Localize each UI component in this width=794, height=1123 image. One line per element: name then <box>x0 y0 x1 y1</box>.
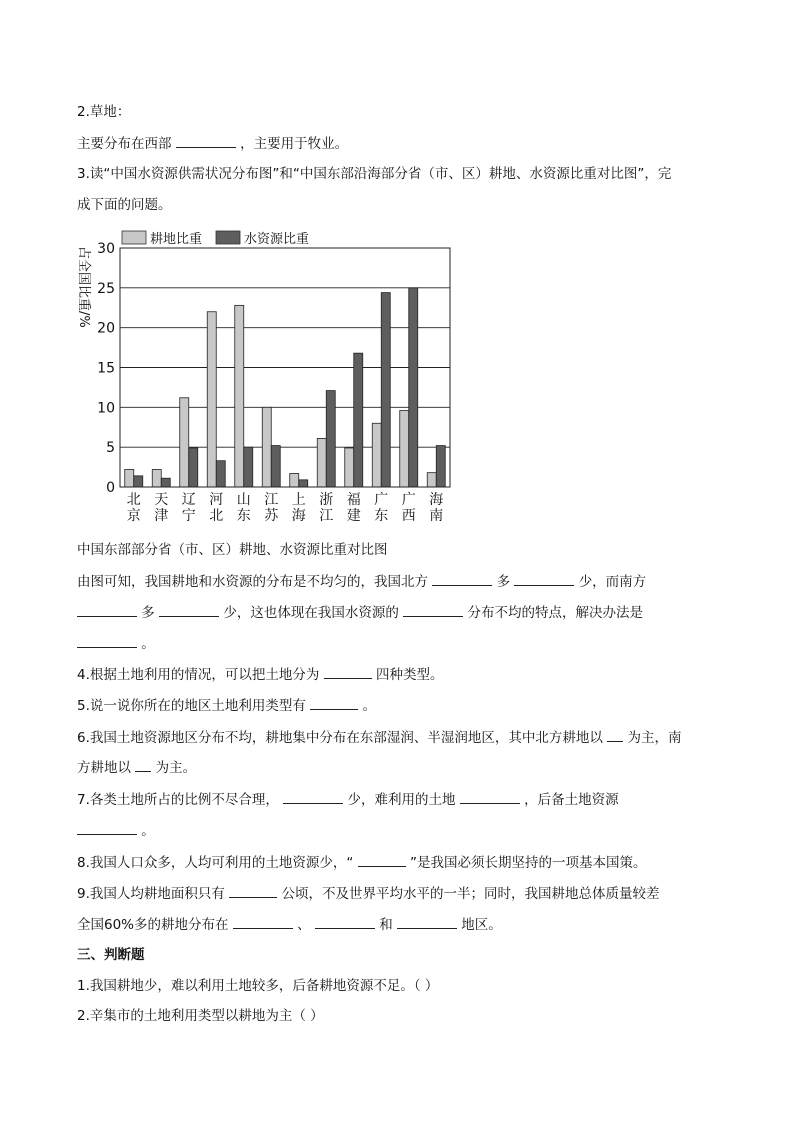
q6-line2 <box>77 757 196 777</box>
q9-text-b: 公顷，不及世界平均水平的一半；同时，我国耕地总体质量较差 <box>281 886 660 902</box>
q3-blank-4[interactable] <box>159 602 219 617</box>
q4-text-before: 4.根据土地利用的情况，可以把土地分为 <box>77 667 320 683</box>
q3-p3-text: 。 <box>141 636 155 652</box>
x-tick-label: 浙 <box>319 492 334 508</box>
q9-blank-1[interactable] <box>229 883 277 898</box>
q7-blank-3[interactable] <box>77 820 137 835</box>
legend-label-farmland: 耕地比重 <box>150 232 203 247</box>
q9-blank-4[interactable] <box>397 914 457 929</box>
bar-farmland-7 <box>317 438 326 487</box>
q7-blank-2[interactable] <box>460 789 520 804</box>
bar-water-8 <box>354 353 363 487</box>
q7-blank-1[interactable] <box>283 789 343 804</box>
bar-farmland-6 <box>290 473 299 487</box>
judgement-item-1: 1.我国耕地少，难以利用土地较多，后备耕地资源不足。（ ） <box>77 978 439 994</box>
bar-farmland-4 <box>235 305 244 487</box>
q7-text-a: 7.各类土地所占的比例不尽合理， <box>77 792 279 808</box>
x-tick-label: 上 <box>291 492 306 508</box>
x-tick-label: 海 <box>429 492 444 508</box>
q3-p1-text-c: 少，而南方 <box>578 574 647 590</box>
q8-line <box>77 852 646 872</box>
q3-blank-5[interactable] <box>403 602 463 617</box>
bar-farmland-11 <box>427 473 436 487</box>
q3-blank-3[interactable] <box>77 602 137 617</box>
x-tick-label: 苏 <box>264 508 279 524</box>
bar-water-4 <box>244 447 253 487</box>
y-tick-label: 15 <box>97 360 115 377</box>
q7-text-d: 。 <box>141 823 155 839</box>
q3-p2-text-c: 分布不均的特点，解决办法是 <box>467 605 643 621</box>
x-tick-label: 江 <box>319 508 334 524</box>
legend-swatch-water <box>216 231 240 244</box>
q7-text-b: 少，难利用的土地 <box>347 792 456 808</box>
q3-paragraph-line2 <box>77 602 643 622</box>
bar-water-7 <box>326 391 335 487</box>
q9-blank-3[interactable] <box>315 914 375 929</box>
q4-text-after: 四种类型。 <box>375 667 444 683</box>
chart-caption: 中国东部部分省（市、区）耕地、水资源比重对比图 <box>77 542 388 558</box>
y-tick-label: 30 <box>97 241 115 257</box>
section-3-heading: 三、判断题 <box>77 947 145 963</box>
q6-blank-1[interactable] <box>607 727 623 742</box>
q9-text-a: 9.我国人均耕地面积只有 <box>77 886 225 902</box>
y-tick-label: 5 <box>106 440 115 457</box>
bar-water-5 <box>271 446 280 487</box>
y-tick-label: 20 <box>97 320 115 337</box>
legend <box>122 231 309 247</box>
x-tick-label: 津 <box>154 508 169 524</box>
bar-farmland-2 <box>180 398 189 487</box>
y-tick-label: 10 <box>97 400 115 417</box>
q9-text-c: 全国60%多的耕地分布在 <box>77 917 229 933</box>
x-tick-label: 海 <box>291 508 306 524</box>
q9-text-d: 、 <box>297 917 311 933</box>
q6-text-b: 为主，南 <box>627 730 682 746</box>
q5-line <box>77 695 376 715</box>
bar-water-1 <box>161 478 170 487</box>
q9-text-e: 和 <box>379 917 393 933</box>
q6-line1 <box>77 727 681 747</box>
x-tick-label: 山 <box>236 492 251 508</box>
q3-line2: 成下面的问题。 <box>77 197 172 213</box>
x-tick-label: 建 <box>346 508 361 524</box>
bar-water-3 <box>216 461 225 487</box>
q2-text-after: ，主要用于牧业。 <box>240 136 349 152</box>
q3-blank-1[interactable] <box>432 571 492 586</box>
bar-farmland-1 <box>152 469 161 487</box>
x-tick-label: 辽 <box>181 492 196 508</box>
x-tick-label: 天 <box>154 492 169 508</box>
x-tick-label: 东 <box>236 508 251 524</box>
q9-text-f: 地区。 <box>461 917 502 933</box>
bar-chart <box>70 226 460 526</box>
x-tick-label: 江 <box>264 492 279 508</box>
x-tick-label: 北 <box>209 508 224 524</box>
q7-text-c: ，后备土地资源 <box>524 792 619 808</box>
bar-farmland-0 <box>125 469 134 487</box>
bar-water-2 <box>189 448 198 487</box>
bar-water-10 <box>409 288 418 487</box>
legend-label-water: 水资源比重 <box>244 232 310 247</box>
legend-swatch-farmland <box>122 231 146 244</box>
bar-farmland-3 <box>207 312 216 487</box>
q3-paragraph-line3 <box>77 633 155 653</box>
q2-line <box>77 133 348 153</box>
q3-p1-text-a: 由图可知，我国耕地和水资源的分布是不均匀的，我国北方 <box>77 574 428 590</box>
y-tick-label: 25 <box>97 280 115 297</box>
bar-farmland-9 <box>372 423 381 487</box>
q3-blank-6[interactable] <box>77 633 137 648</box>
q7-line2 <box>77 820 155 840</box>
q8-text-after: ”是我国必须长期坚持的一项基本国策。 <box>409 855 647 871</box>
y-tick-label: 0 <box>106 480 115 496</box>
q8-blank[interactable] <box>358 852 406 867</box>
q2-title: 2.草地： <box>77 104 131 120</box>
q5-text-before: 5.说一说你所在的地区土地利用类型有 <box>77 698 306 714</box>
x-tick-label: 福 <box>346 492 361 508</box>
bar-water-6 <box>299 480 308 487</box>
judgement-item-2: 2.辛集市的土地利用类型以耕地为主（ ） <box>77 1008 324 1024</box>
y-axis-label: 占全国比重/% <box>76 246 91 328</box>
q7-line1 <box>77 789 619 809</box>
q5-blank[interactable] <box>310 695 358 710</box>
q8-text-before: 8.我国人口众多，人均可利用的土地资源少，“ <box>77 855 354 871</box>
q2-text-before: 主要分布在西部 <box>77 136 172 152</box>
bar-farmland-8 <box>345 448 354 487</box>
bar-farmland-10 <box>400 411 409 487</box>
bar-water-11 <box>436 446 445 487</box>
q9-blank-2[interactable] <box>233 914 293 929</box>
q6-text-d: 为主。 <box>155 760 197 776</box>
q3-paragraph-line1 <box>77 571 646 591</box>
q6-text-c: 方耕地以 <box>77 760 131 776</box>
q3-p2-text-a: 多 <box>141 605 155 621</box>
q9-line1 <box>77 883 659 903</box>
x-tick-label: 宁 <box>181 508 196 524</box>
x-tick-label: 东 <box>374 508 389 524</box>
q4-blank[interactable] <box>324 664 372 679</box>
q6-text-a: 6.我国土地资源地区分布不均，耕地集中分布在东部湿润、半湿润地区，其中北方耕地以 <box>77 730 603 746</box>
x-tick-label: 南 <box>429 508 444 524</box>
x-tick-label: 北 <box>126 492 141 508</box>
x-tick-label: 河 <box>209 492 224 508</box>
q2-answer-blank[interactable] <box>176 133 236 148</box>
q6-blank-2[interactable] <box>135 757 151 772</box>
bar-water-0 <box>134 476 143 487</box>
bar-farmland-5 <box>262 407 271 487</box>
q3-p2-text-b: 少，这也体现在我国水资源的 <box>223 605 399 621</box>
q5-text-after: 。 <box>362 698 376 714</box>
q4-line <box>77 664 443 684</box>
q3-line1: 3.读“中国水资源供需状况分布图”和“中国东部沿海部分省（市、区）耕地、水资源比重对比图”，完 <box>77 166 672 182</box>
q9-line2 <box>77 914 502 934</box>
x-tick-label: 西 <box>401 508 416 524</box>
bar-water-9 <box>381 293 390 487</box>
q3-blank-2[interactable] <box>514 571 574 586</box>
x-tick-label: 广 <box>374 492 389 508</box>
x-tick-label: 京 <box>126 508 141 524</box>
q3-p1-text-b: 多 <box>496 574 511 590</box>
x-tick-label: 广 <box>401 492 416 508</box>
